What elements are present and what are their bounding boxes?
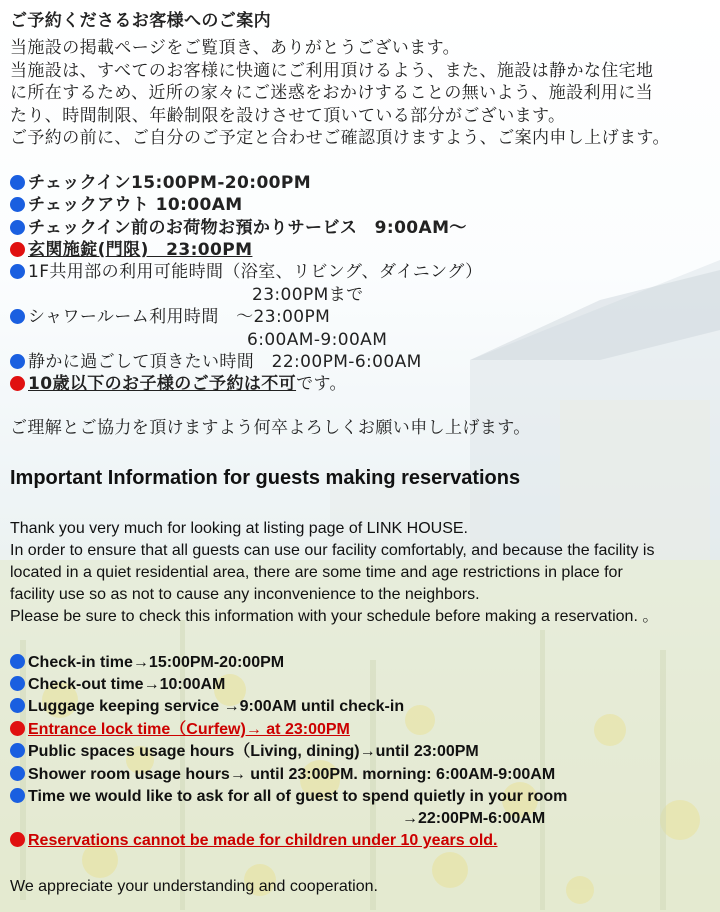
- en-item-public: Public spaces usage hours（Living, dining)→until 23:00PM: [10, 741, 479, 763]
- blue-bullet-icon: [10, 175, 25, 190]
- en-item-quiet-time: →22:00PM-6:00AM: [402, 810, 546, 827]
- en-item-luggage: Luggage keeping service →9:00AM until check-in: [10, 696, 404, 718]
- blue-bullet-icon: [10, 743, 25, 758]
- red-bullet-icon: [10, 721, 25, 736]
- blue-bullet-icon: [10, 698, 25, 713]
- blue-bullet-icon: [10, 676, 25, 691]
- jp-intro-line: ご予約の前に、ご自分のご予定と合わせご確認頂けますよう、ご案内申し上げます。: [10, 128, 670, 148]
- blue-bullet-icon: [10, 220, 25, 235]
- en-item-children: Reservations cannot be made for children under 10 years old.: [10, 830, 497, 852]
- jp-item-quiet: 静かに過ごして頂きたい時間 22:00PM-6:00AM: [10, 351, 422, 373]
- en-intro-line: Please be sure to check this information with your schedule before making a reservation. 。: [10, 608, 659, 625]
- en-intro-line: In order to ensure that all guests can use our facility comfortably, and because the facility is: [10, 542, 655, 559]
- jp-item-lock: 玄関施錠(門限) 23:00PM: [10, 239, 252, 261]
- blue-bullet-icon: [10, 197, 25, 212]
- en-item-quiet: Time we would like to ask for all of guest to spend quietly in your room: [10, 786, 567, 808]
- jp-intro-line: たり、時間制限、年齢制限を設けさせて頂いている部分がございます。: [10, 106, 566, 126]
- jp-intro-line: に所在するため、近所の家々にご迷惑をおかけすることの無いよう、施設利用に当: [10, 83, 654, 103]
- red-bullet-icon: [10, 376, 25, 391]
- jp-item-common: 1F共用部の利用可能時間（浴室、リビング、ダイニング）: [10, 261, 483, 283]
- jp-closing: ご理解とご協力を頂けますよう何卒よろしくお願い申し上げます。: [10, 418, 531, 438]
- jp-item-luggage: チェックイン前のお荷物お預かりサービス 9:00AM〜: [10, 217, 467, 239]
- jp-item-children: 10歳以下のお子様のご予約は不可です。: [10, 373, 347, 395]
- en-item-checkin: Check-in time→15:00PM-20:00PM: [10, 652, 284, 674]
- blue-bullet-icon: [10, 788, 25, 803]
- en-intro-line: facility use so as not to cause any inconvenience to the neighbors.: [10, 586, 480, 603]
- en-heading: Important Information for guests making reservations: [10, 467, 521, 489]
- jp-item-shower-time: 6:00AM-9:00AM: [247, 330, 388, 350]
- blue-bullet-icon: [10, 264, 25, 279]
- red-bullet-icon: [10, 832, 25, 847]
- jp-item-common-time: 23:00PMまで: [252, 285, 364, 305]
- en-intro-line: Thank you very much for looking at listing page of LINK HOUSE.: [10, 520, 468, 537]
- jp-item-checkout: チェックアウト 10:00AM: [10, 194, 243, 216]
- en-item-lock: Entrance lock time（Curfew)→ at 23:00PM: [10, 719, 350, 741]
- red-bullet-icon: [10, 242, 25, 257]
- en-item-shower: Shower room usage hours→ until 23:00PM. morning: 6:00AM-9:00AM: [10, 764, 555, 786]
- en-closing: We appreciate your understanding and cooperation.: [10, 878, 378, 895]
- blue-bullet-icon: [10, 309, 25, 324]
- blue-bullet-icon: [10, 654, 25, 669]
- blue-bullet-icon: [10, 766, 25, 781]
- jp-intro-line: 当施設は、すべてのお客様に快適にご利用頂けるよう、また、施設は静かな住宅地: [10, 61, 654, 81]
- jp-item-checkin: チェックイン15:00PM-20:00PM: [10, 172, 311, 194]
- en-item-checkout: Check-out time→10:00AM: [10, 674, 225, 696]
- en-intro-line: located in a quiet residential area, there are some time and age restrictions in place for: [10, 564, 623, 581]
- jp-item-shower: シャワールーム利用時間 〜23:00PM: [10, 306, 330, 328]
- jp-intro-line: 当施設の掲載ページをご覧頂き、ありがとうございます。: [10, 38, 461, 58]
- jp-heading: ご予約くださるお客様へのご案内: [10, 11, 271, 31]
- blue-bullet-icon: [10, 354, 25, 369]
